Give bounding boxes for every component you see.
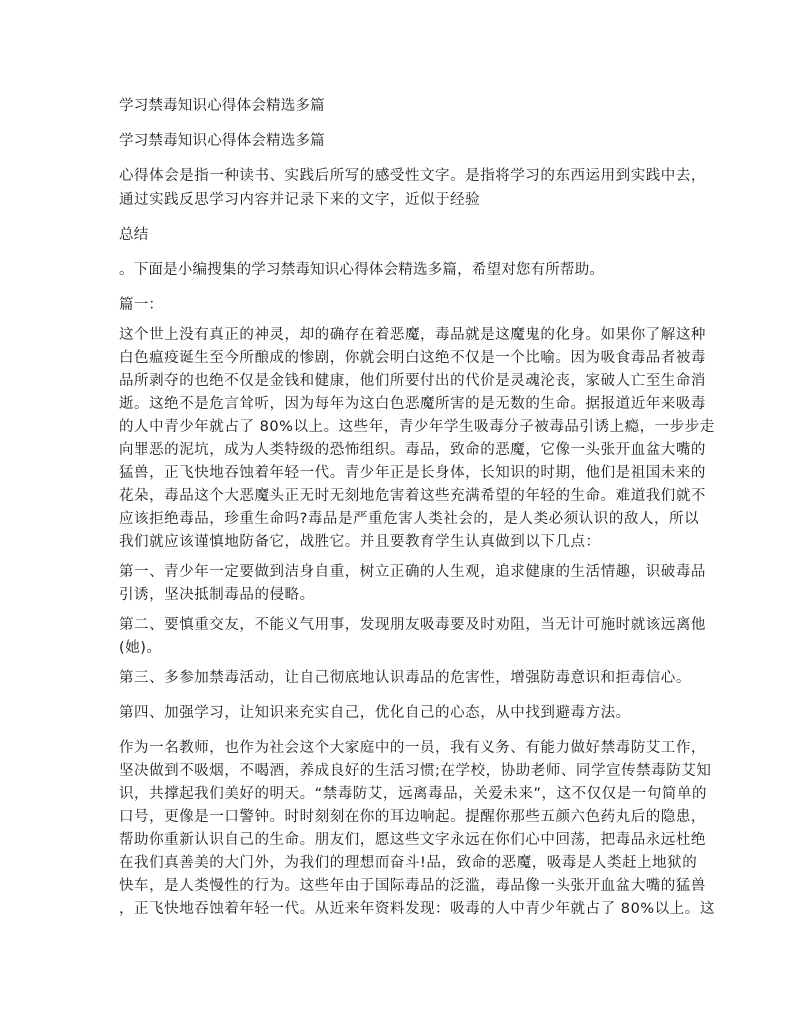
section-heading: 篇一： (119, 297, 164, 313)
paragraph-line: 白色瘟疫诞生至今所酿成的惨剧，你就会明白这绝不仅是一个比喻。因为吸食毒品者被毒 (119, 350, 706, 366)
point-three: 第三、多参加禁毒活动，让自己彻底地认识毒品的危害性，增强防毒意识和拒毒信心。 (119, 670, 691, 686)
paragraph-line: 品所剥夺的也绝不仅是金钱和健康，他们所要付出的代价是灵魂沦丧，家破人亡至生命消 (119, 373, 706, 389)
point-four: 第四、加强学习，让知识来充实自己，优化自己的心态，从中找到避毒方法。 (119, 705, 631, 721)
point-two-line: (她)。 (119, 640, 162, 656)
point-one-line: 引诱，坚决抵制毒品的侵略。 (119, 587, 315, 603)
paragraph-line: 快车，是人类慢性的行为。这些年由于国际毒品的泛滥，毒品像一头张开血盆大嘴的猛兽 (119, 878, 706, 894)
point-two-line: 第二、要慎重交友，不能义气用事，发现朋友吸毒要及时劝阻，当无计可施时就该远离他 (119, 617, 706, 633)
intro-line: 通过实践反思学习内容并记录下来的文字，近似于经验 (119, 192, 481, 208)
paragraph-line: 识，共撑起我们美好的明天。“禁毒防艾，远离毒品，关爱未来”，这不仅仅是一句简单的 (119, 786, 708, 802)
point-one-line: 第一、青少年一定要做到洁身自重，树立正确的人生观，追求健康的生活情趣，识破毒品 (119, 564, 706, 580)
paragraph-line: 逝。这绝不是危言耸听，因为每年为这白色恶魔所害的是无数的生命。据报道近年来吸毒 (119, 396, 706, 412)
intro-line: 心得体会是指一种读书、实践后所写的感受性文字。是指将学习的东西运用到实践中去， (119, 168, 706, 184)
document-title: 学习禁毒知识心得体会精选多篇 (119, 98, 325, 114)
paragraph-line: 应该拒绝毒品，珍重生命吗?毒品是严重危害人类社会的，是人类必须认识的敌人，所以 (119, 511, 700, 527)
paragraph-line: 花朵，毒品这个大恶魔头正无时无刻地危害着这些充满希望的年轻的生命。难道我们就不 (119, 488, 706, 504)
paragraph-line: 猛兽，正飞快地吞蚀着年轻一代。青少年正是长身体，长知识的时期，他们是祖国未来的 (119, 465, 706, 481)
paragraph-line: 在我们真善美的大门外，为我们的理想而奋斗!品，致命的恶魔，吸毒是人类赶上地狱的 (119, 855, 698, 871)
document-subtitle: 学习禁毒知识心得体会精选多篇 (119, 133, 325, 149)
paragraph-line: 口号，更像是一口警钟。时时刻刻在你的耳边响起。提醒你那些五颜六色药丸后的隐患， (119, 809, 706, 825)
paragraph-line: 作为一名教师，也作为社会这个大家庭中的一员，我有义务、有能力做好禁毒防艾工作， (119, 740, 706, 756)
summary-word: 总结 (119, 227, 149, 243)
paragraph-line: 坚决做到不吸烟，不喝酒，养成良好的生活习惯;在学校，协助老师、同学宣传禁毒防艾知 (119, 763, 712, 779)
paragraph-line: 这个世上没有真正的神灵，却的确存在着恶魔，毒品就是这魔鬼的化身。如果你了解这种 (119, 327, 706, 343)
paragraph-line: 向罪恶的泥坑，成为人类特级的恐怖组织。毒品，致命的恶魔，它像一头张开血盆大嘴的 (119, 442, 706, 458)
paragraph-line: 帮助你重新认识自己的生命。朋友们，愿这些文字永远在你们心中回荡，把毒品永远杜绝 (119, 832, 706, 848)
lead-in: 。下面是小编搜集的学习禁毒知识心得体会精选多篇，希望对您有所帮助。 (119, 262, 605, 278)
paragraph-line: ，正飞快地吞蚀着年轻一代。从近来年资料发现：吸毒的人中青少年就占了 80%以上。这 (119, 901, 715, 917)
paragraph-line: 我们就应该谨慎地防备它，战胜它。并且要教育学生认真做到以下几点： (119, 534, 601, 550)
paragraph-line: 的人中青少年就占了 80%以上。这些年，青少年学生吸毒分子被毒品引诱上瘾，一步步走 (119, 419, 715, 435)
